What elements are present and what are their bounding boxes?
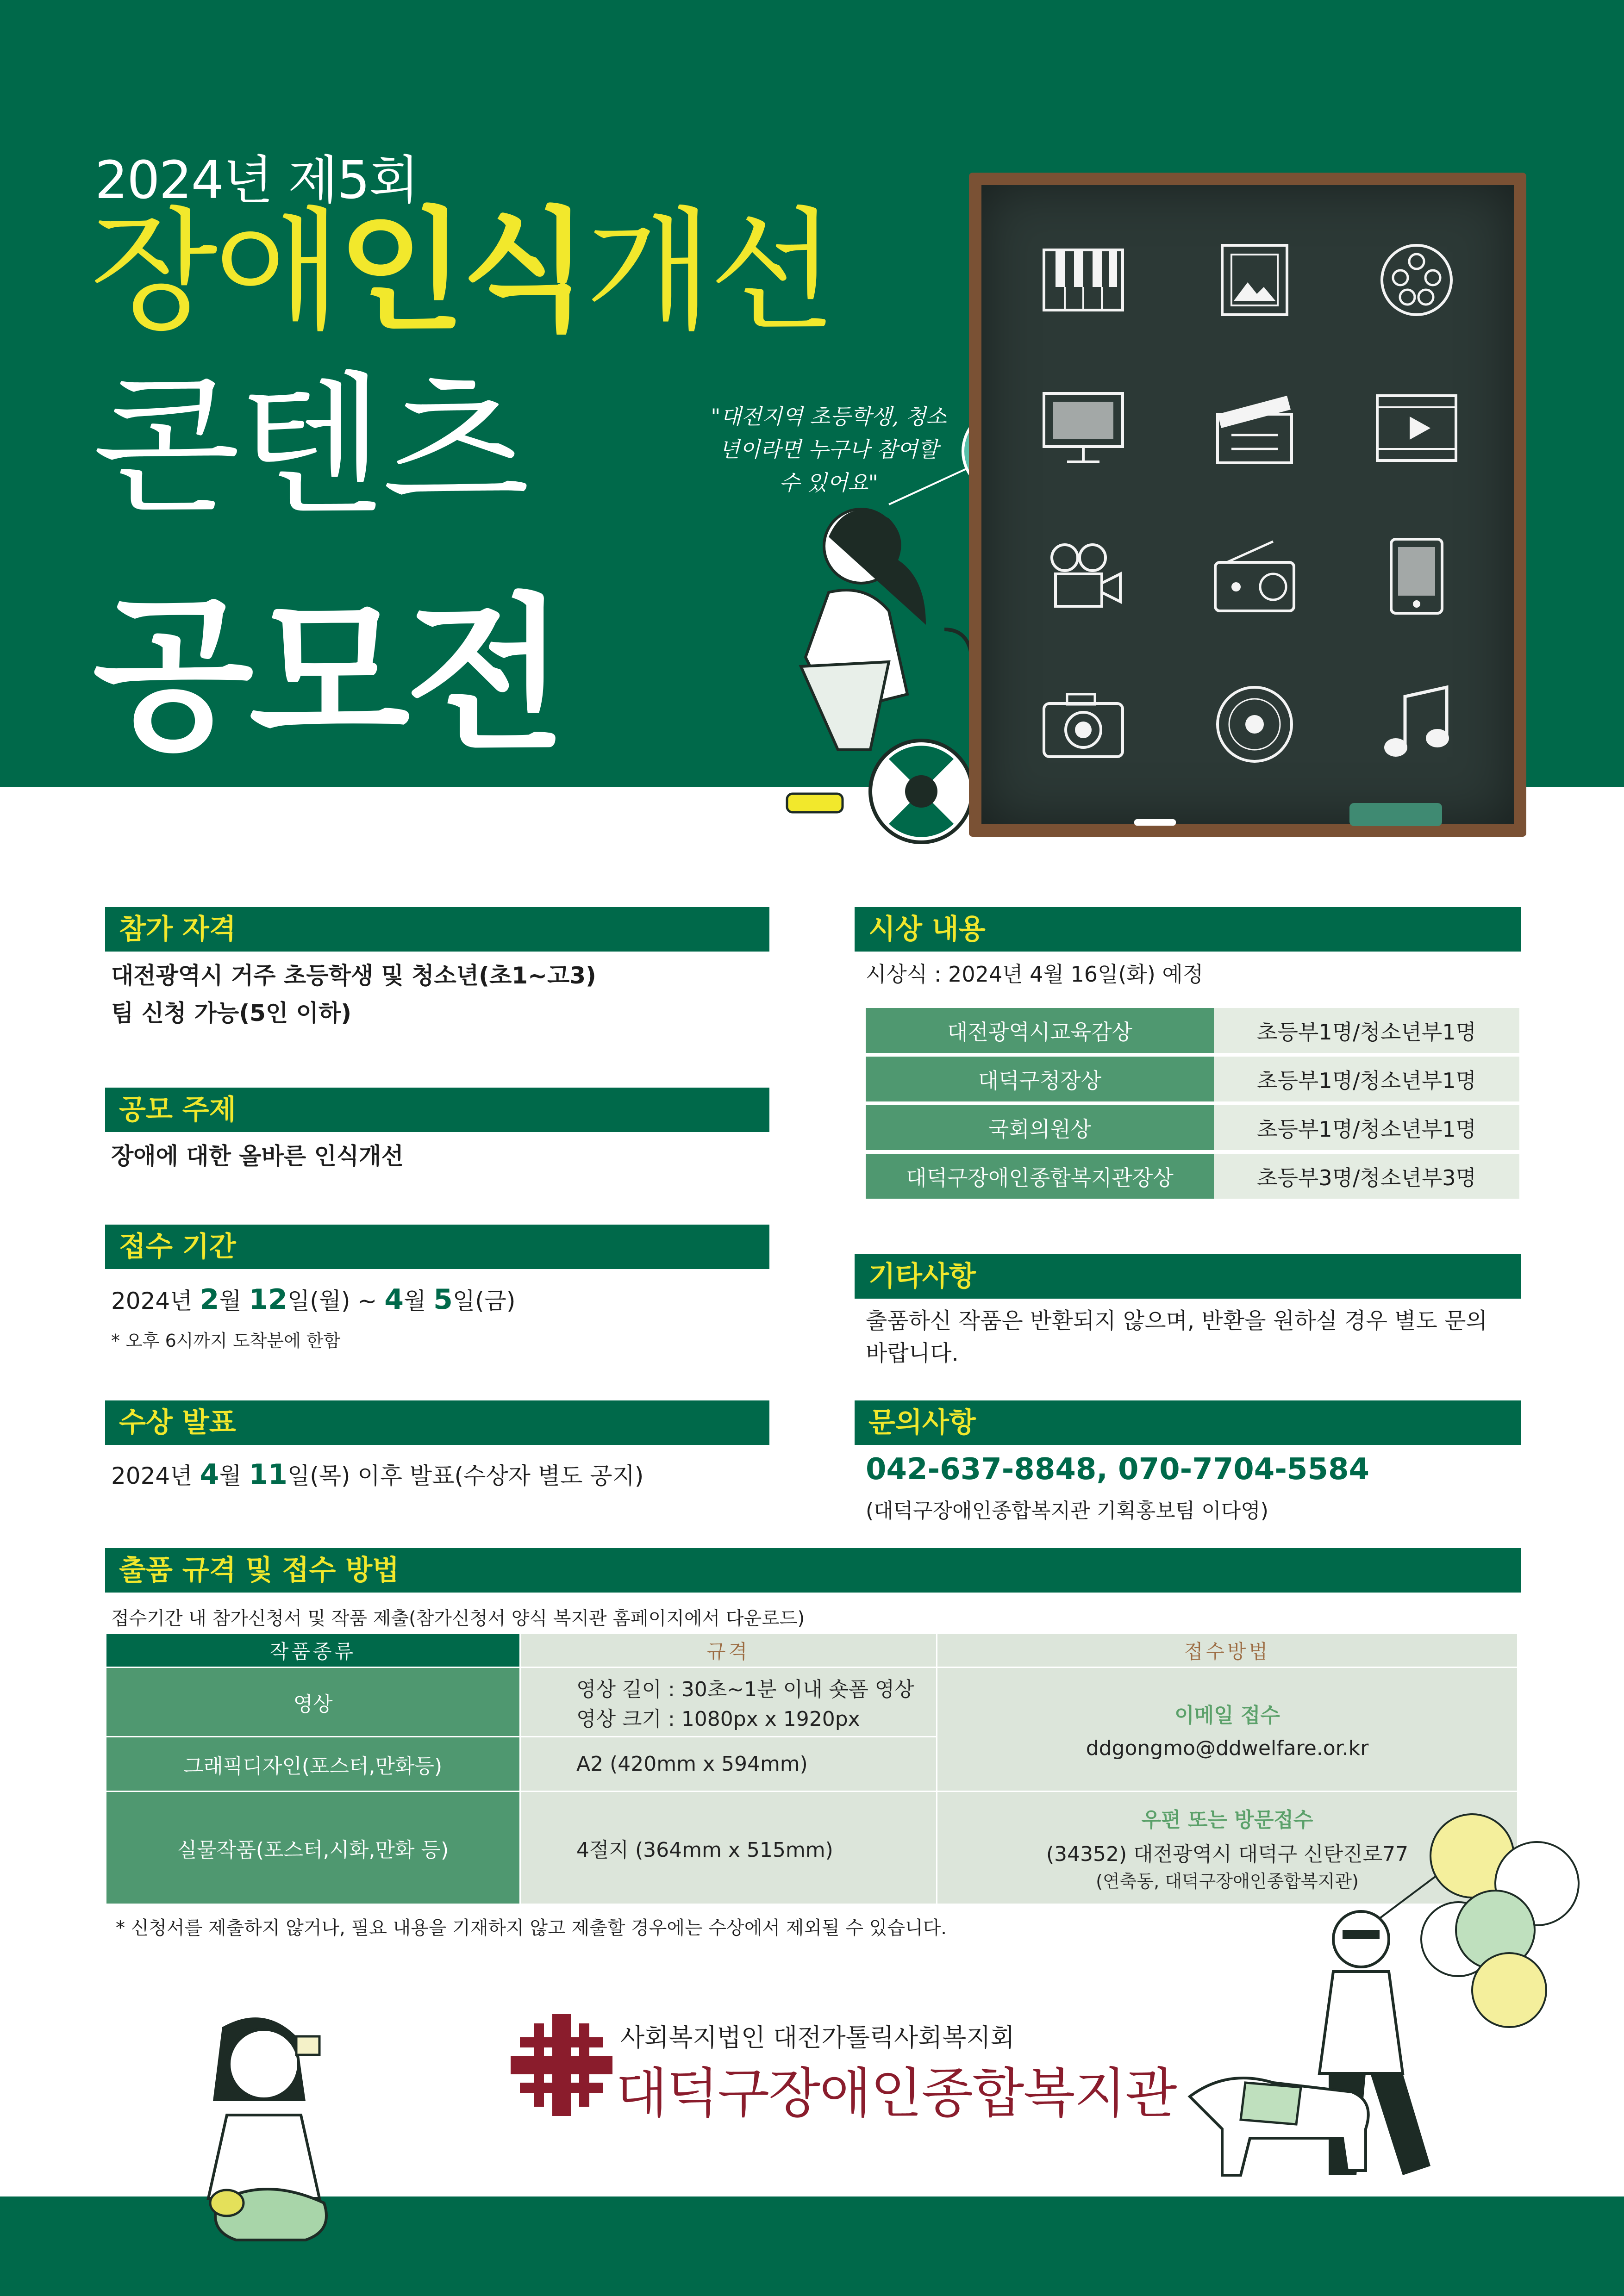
period-start-month: 2	[200, 1283, 219, 1316]
etc-text	[866, 1305, 1487, 1369]
method-email	[937, 1668, 1518, 1792]
award-name: 국회의원상	[866, 1105, 1214, 1150]
eligibility-line-2: 팀 신청 가능(5인 이하)	[111, 1000, 352, 1027]
title-line-2: 콘텐츠	[93, 358, 527, 535]
award-count: 초등부1명/청소년부1명	[1214, 1008, 1519, 1053]
organization-logo-icon	[508, 2012, 615, 2118]
clapperboard-icon	[1213, 389, 1296, 467]
announce-month: 4	[200, 1458, 219, 1491]
period-text	[111, 1277, 516, 1322]
period-year: 2024년	[111, 1288, 200, 1314]
table-header-row	[106, 1634, 1518, 1668]
video-size: 영상 크기 : 1080px x 1920px	[576, 1707, 860, 1731]
table-row	[866, 1154, 1519, 1199]
music-note-icon	[1375, 685, 1458, 764]
spec-heading: 출품 규격 및 접수 방법	[105, 1548, 1521, 1593]
title-part-a: 장애	[90, 195, 338, 348]
award-ceremony: 시상식 : 2024년 4월 16일(화) 예정	[866, 962, 1204, 987]
eligibility-text	[111, 957, 596, 1032]
period-end-month: 4	[384, 1283, 404, 1316]
type-video: 영상	[106, 1668, 520, 1737]
email-address[interactable]: ddgongmo@ddwelfare.or.kr	[1086, 1736, 1369, 1760]
etc-heading: 기타사항	[855, 1254, 1521, 1299]
period-heading: 접수 기간	[105, 1225, 769, 1269]
col-header-spec: 규격	[520, 1634, 937, 1668]
picture-frame-icon	[1213, 241, 1296, 319]
period-start-day: 12	[249, 1283, 287, 1316]
chalk-eraser	[1349, 803, 1442, 826]
radio-icon	[1213, 537, 1296, 616]
video-length: 영상 길이 : 30초~1분 이내 숏폼 영상	[576, 1677, 914, 1701]
theme-text: 장애에 대한 올바른 인식개선	[111, 1143, 404, 1170]
col-header-type: 작품종류	[106, 1634, 520, 1668]
title-part-c: 개선	[585, 195, 833, 348]
tablet-icon	[1375, 537, 1458, 616]
post-address-2: (연축동, 대덕구장애인종합복지관)	[1096, 1871, 1359, 1892]
video-camera-icon	[1042, 537, 1125, 616]
theme-heading: 공모 주제	[105, 1088, 769, 1132]
period-note: * 오후 6시까지 도착분에 한함	[111, 1331, 341, 1351]
announce-unit: 일(목) 이후 발표(수상자 별도 공지)	[287, 1462, 644, 1489]
email-label: 이메일 접수	[1174, 1704, 1280, 1727]
etc-line-1: 출품하신 작품은 반환되지 않으며, 반환을 원하실 경우 별도 문의	[866, 1308, 1487, 1334]
period-unit: 일(월) ~	[287, 1288, 385, 1314]
speech-quote: "대전지역 초등학생, 청소년이라면 누구나 참여할 수 있어요"	[711, 404, 947, 495]
org-name: 대덕구장애인종합복지관	[616, 2062, 1176, 2125]
contact-person: (대덕구장애인종합복지관 기획홍보팀 이다영)	[866, 1499, 1268, 1523]
edition-label: 2024년 제5회	[95, 150, 418, 211]
spec-intro: 접수기간 내 참가신청서 및 작품 제출(참가신청서 양식 복지관 홈페이지에서 다운로드)	[111, 1608, 805, 1629]
awards-table	[866, 1004, 1519, 1202]
announce-text	[111, 1452, 643, 1497]
table-row	[866, 1008, 1519, 1053]
award-count: 초등부1명/청소년부1명	[1214, 1105, 1519, 1150]
table-row	[106, 1668, 1518, 1737]
vinyl-record-icon	[1213, 685, 1296, 764]
girl-listening-illustration	[171, 2009, 366, 2268]
type-graphic: 그래픽디자인(포스터,만화등)	[106, 1737, 520, 1792]
award-count: 초등부3명/청소년부3명	[1214, 1154, 1519, 1199]
period-unit: 월	[403, 1288, 434, 1314]
sunglasses-icon	[1343, 1930, 1380, 1939]
award-name: 대덕구청장상	[866, 1057, 1214, 1101]
post-address: (34352) 대전광역시 대덕구 신탄진로77	[1046, 1842, 1409, 1866]
spec-physical: 4절지 (364mm x 515mm)	[520, 1792, 937, 1904]
type-physical: 실물작품(포스터,시화,만화 등)	[106, 1792, 520, 1904]
piano-icon	[1042, 241, 1125, 319]
monitor-icon	[1042, 389, 1125, 467]
etc-line-2: 바랍니다.	[866, 1340, 959, 1366]
contact-heading: 문의사항	[855, 1400, 1521, 1445]
table-row	[866, 1057, 1519, 1101]
spec-video	[520, 1668, 937, 1737]
award-name: 대덕구장애인종합복지관장상	[866, 1154, 1214, 1199]
title-line-1	[90, 195, 833, 348]
video-player-icon	[1375, 389, 1458, 467]
period-unit: 일(금)	[452, 1288, 516, 1314]
period-end-day: 5	[433, 1283, 453, 1316]
contact-phones[interactable]: 042-637-8848, 070-7704-5584	[866, 1452, 1369, 1487]
title-line-3: 공모전	[93, 579, 562, 772]
spec-graphic: A2 (420mm x 594mm)	[520, 1737, 937, 1792]
announce-day: 11	[249, 1458, 287, 1491]
announce-unit: 월	[219, 1462, 249, 1489]
table-row	[866, 1105, 1519, 1150]
period-unit: 월	[219, 1288, 249, 1314]
org-parent-name: 사회복지법인 대전가톨릭사회복지회	[620, 2023, 1015, 2052]
eligibility-heading: 참가 자격	[105, 907, 769, 952]
post-label: 우편 또는 방문접수	[1141, 1808, 1313, 1832]
eligibility-line-1: 대전광역시 거주 초등학생 및 청소년(초1~고3)	[111, 962, 596, 989]
announce-year: 2024년	[111, 1462, 200, 1489]
chalk-piece	[1134, 819, 1176, 826]
spec-note: * 신청서를 제출하지 않거나, 필요 내용을 기재하지 않고 제출할 경우에는 수상에서 제외될 수 있습니다.	[116, 1917, 947, 1939]
film-reel-icon	[1375, 241, 1458, 319]
title-part-b: 인식	[337, 195, 586, 348]
announce-heading: 수상 발표	[105, 1400, 769, 1445]
award-count: 초등부1명/청소년부1명	[1214, 1057, 1519, 1101]
camera-icon	[1042, 685, 1125, 764]
awards-heading: 시상 내용	[855, 907, 1521, 952]
award-name: 대전광역시교육감상	[866, 1008, 1214, 1053]
col-header-method: 접수방법	[937, 1634, 1518, 1668]
man-with-guide-dog-illustration	[1176, 1796, 1611, 2184]
